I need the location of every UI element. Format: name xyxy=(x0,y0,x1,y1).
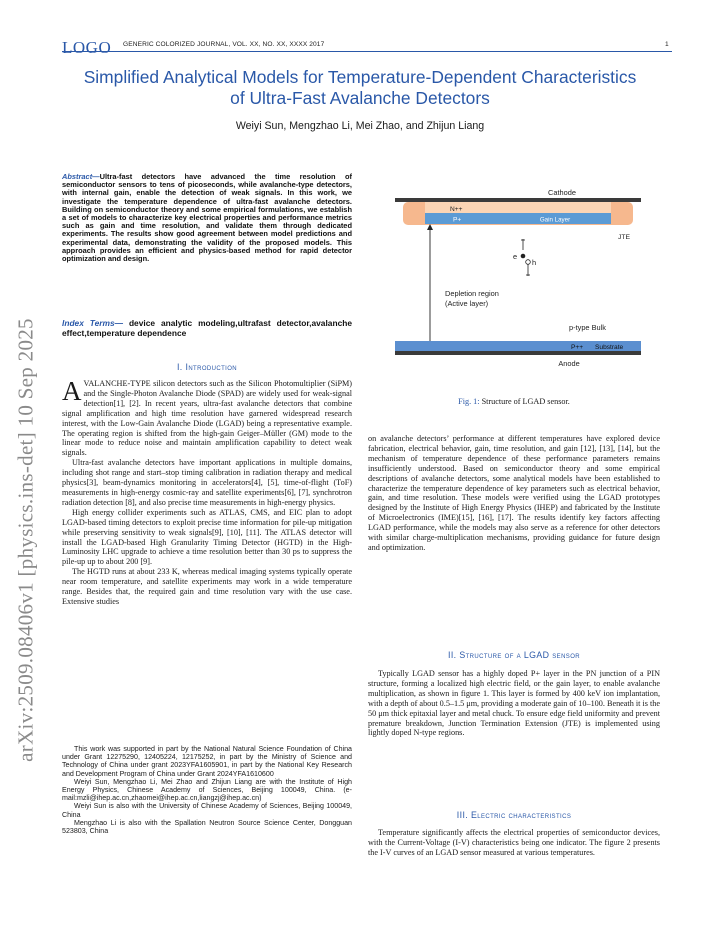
electric-paragraph-1: Temperature significantly affects the electrical properties of semiconductor devices, with the Current-Voltage (I-V) characteristics being one indicator. The figure 2 presents the I-V curves of an LGAD sensor measured at various temperatures. xyxy=(368,828,660,857)
intro-paragraph-4: The HGTD runs at about 233 K, whereas medical imaging systems typically operate near room temperature, and satellite experiments may work in a wide temperature range. Besides that, the required gain and time resolution vary with the use case. Extensive studies xyxy=(62,567,352,606)
figure-lgad-structure xyxy=(395,185,641,370)
electron-dot xyxy=(521,254,526,259)
anode-metal xyxy=(395,351,641,355)
abstract-text: Ultra-fast detectors have advanced the time resolution of semiconductor sensors to tens of picoseconds, while avalanche-type detectors, with internal gain, enable the detection of weak signals. In this work, we investigate the temperature dependence of ultra-fast avalanche detectors. Building on semiconductor theory and some empirical formulations, we establish a set of models to characterize key electrical properties and performance metrics such as gain and time resolution, and validate them through dedicated experiments. The results show good agreement between model predictions and experimental data, demonstrating the validity of the proposed models. This approach provides an efficient and physics-based method for rapid detector optimization and design. xyxy=(62,172,352,264)
label-p-type-bulk: p-type Bulk xyxy=(569,323,606,332)
label-gain-layer: Gain Layer xyxy=(539,216,571,224)
abstract-label: Abstract— xyxy=(62,172,100,181)
index-terms xyxy=(62,318,352,338)
drop-cap: A xyxy=(62,376,82,406)
arxiv-id: arXiv:2509.08406v1 [physics.ins-det] 10 Sep 2025 xyxy=(13,318,38,762)
label-active-layer: (Active layer) xyxy=(445,299,489,308)
header-rule xyxy=(62,51,672,52)
intro-paragraph-5: on avalanche detectors’ performance at different temperatures have explored device fabrication, electrical behavior, gain, time resolution, and gain [12], [13], [14], but the mechanism of temperature dependence of these performance parameters remains insufficiently understood. Based on semiconductor theory and some empirical descriptions of avalanche detectors, some analytical models have been established to characterize the temperature dependence of key parameters such as electrical behavior, gain, and time resolution. These models were verified using the LGAD prototypes designed by the Institute of High Energy Physics (IHEP) and fabricated by the Institute of Microelectronics (IME)[15], [16], [17]. The results identify key factors affecting LGAD performance, while the models may also serve as a reference for other detectors with similar charge-multiplication mechanisms, providing guidance for future design and optimization. xyxy=(368,434,660,552)
label-depletion-region: Depletion region xyxy=(445,289,499,298)
cathode-metal xyxy=(395,198,641,202)
index-terms-text: device analytic modeling,ultrafast detector,avalanche effect,temperature dependence xyxy=(62,318,352,338)
figure-1-caption xyxy=(368,397,660,406)
label-anode: Anode xyxy=(558,359,580,368)
title-line-1: Simplified Analytical Models for Temperature-Dependent Characteristics xyxy=(83,67,637,87)
journal-header: GENERIC COLORIZED JOURNAL, VOL. XX, NO. XX, XXXX 2017 xyxy=(123,41,325,48)
index-terms-label: Index Terms— xyxy=(62,318,124,328)
label-jte: JTE xyxy=(618,234,631,241)
section-heading-electric: III. Electric characteristics xyxy=(456,810,572,820)
footnotes xyxy=(62,745,352,835)
caption-text: Structure of LGAD sensor. xyxy=(479,397,570,406)
intro-paragraph-2: Ultra-fast avalanche detectors have important applications in multiple domains, including shot range and start–stop timing calibration in radiation therapy and medical physics[3], beam-dynamics monitoring in accelerators[4], [5], time-of-flight (ToF) measurements in high-energy cosmic-ray and satellite experiments[6], [7], synchrotron radiation detection [8], and also precise time measurements in high-energy physics. xyxy=(62,458,352,507)
structure-paragraph-1: Typically LGAD sensor has a highly doped P+ layer in the PN junction of a PIN structure, forming a localized high electric field, or the gain layer, to enable avalanche multiplication, as shown in figure 1. This layer is formed by 400 keV ion implantation, with a depth of about 0.5–1.5 μm, providing a moderate gain of 10–100. Beneath it is the 50 μm thick epitaxial layer and metal chuck. To ensure edge field uniformity and prevent premature breakdown, Junction Termination Extension (JTE) is implemented using lightly doped N-type regions. xyxy=(368,669,660,738)
section-heading-structure: II. Structure of a LGAD sensor xyxy=(447,650,581,660)
label-hole: h xyxy=(532,258,537,267)
label-pplus: P+ xyxy=(453,216,462,224)
intro-paragraph-1-text: VALANCHE-TYPE silicon detectors such as the Silicon Photomultiplier (SiPM) and the Single-Photon Avalanche Diode (SPAD) are widely used for weak-signal detection[1], [2]. In recent years, ultra-fast avalanche detectors that combine signal amplification and high time resolution have garnered widespread research interest, with the Low-Gain Avalanche Diode (LGAD) being a representative example. The operating region is shifted from the high-gain Geiger–Müller (GM) mode to the linear mode to reduce noise and maintain amplification capability to detect weak signals. xyxy=(62,379,352,458)
introduction-column xyxy=(62,376,352,607)
hole-circle xyxy=(526,260,531,265)
label-cathode: Cathode xyxy=(548,188,576,197)
section-heading-introduction: I. Introduction xyxy=(176,362,238,372)
title-line-2: of Ultra-Fast Avalanche Detectors xyxy=(230,88,490,108)
label-pplusplus: P++ xyxy=(571,344,584,351)
intro-paragraph-1 xyxy=(62,376,352,458)
journal-logo: LOGO xyxy=(62,38,112,57)
label-nplusplus: N++ xyxy=(450,206,463,213)
structure-section xyxy=(368,669,660,738)
footnote-affiliation: Weiyi Sun, Mengzhao Li, Mei Zhao and Zhijun Liang are with the Institute of High Energy Physics, Chinese Academy of Sciences, Beijing 100049, China. (e-mail:mzli@ihep.ac.cn,zhaomei@ihep.ac.cn,liangzj@ihep.ac.cn) xyxy=(62,777,352,803)
page-number: 1 xyxy=(665,41,669,48)
abstract xyxy=(62,173,352,263)
introduction-continued xyxy=(368,434,660,553)
label-substrate: Substrate xyxy=(595,344,624,351)
paper-title xyxy=(40,67,680,109)
footnote-funding: This work was supported in part by the National Natural Science Foundation of China under Grant 12275290, 12405224, 12175252, in part by the Ministry of Science and Technology of China under grant 2023YFA1605901, in part by the National Key Research and Development Program of China under Grant 2024YFA1610600 xyxy=(62,745,352,778)
caption-label: Fig. 1: xyxy=(458,397,480,406)
intro-paragraph-3: High energy collider experiments such as ATLAS, CMS, and EIC plan to adopt LGAD-based timing detectors to exploit precise time information for pile-up mitigation while preserving sensitivity to weak signals[9], [10], [11]. The ATLAS detector will install the LGAD-based High Granularity Timing Detector (HGTD) in the High-Luminosity LHC upgrade to achieve a time resolution better than 30 ps to suppress the pile-up up to about 200 [9]. xyxy=(62,507,352,567)
label-electron: e xyxy=(513,252,518,261)
footnote-sun: Weiyi Sun is also with the University of Chinese Academy of Sciences, Beijing 100049, China xyxy=(62,802,352,819)
electric-section xyxy=(368,828,660,858)
paper-authors: Weiyi Sun, Mengzhao Li, Mei Zhao, and Zhijun Liang xyxy=(235,120,485,132)
footnote-li: Mengzhao Li is also with the Spallation Neutron Source Science Center, Dongguan 523803, China xyxy=(62,818,352,836)
